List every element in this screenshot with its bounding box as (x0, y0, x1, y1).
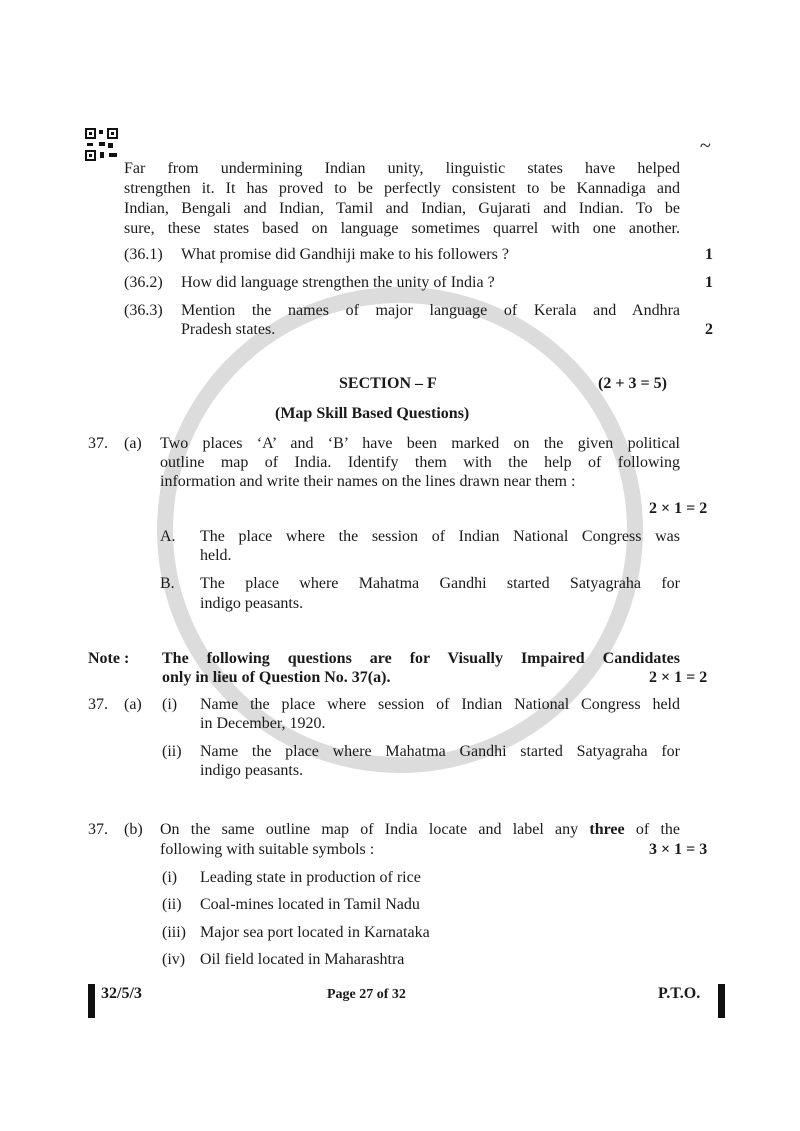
note-marks: 2 × 1 = 2 (649, 669, 708, 686)
question-text: Mention the names of major language of Kerala and Andhra (181, 302, 680, 319)
item-text: indigo peasants. (200, 762, 304, 779)
question-text: Pradesh states. (181, 321, 276, 338)
question-text: following with suitable symbols : (160, 841, 375, 858)
note-label: Note : (88, 650, 130, 667)
section-marks: (2 + 3 = 5) (598, 375, 667, 392)
item-text: The place where the session of Indian National Congress was (200, 528, 680, 545)
pto-label: P.T.O. (658, 985, 701, 1002)
question-text: outline map of India. Identify them with the help of following (160, 454, 680, 471)
item-text: indigo peasants. (200, 595, 304, 612)
question-text-pre: On the same outline map of India locate and label any (160, 821, 590, 838)
page-mark: ~ (700, 135, 711, 157)
item-text: Major sea port located in Karnataka (200, 924, 430, 941)
passage-line: sure, these states based on language sometimes quarrel with one another. (124, 220, 680, 237)
item-text: Oil field located in Maharashtra (200, 951, 405, 968)
item-label: (iii) (162, 924, 186, 941)
question-number: 37. (88, 821, 108, 838)
item-text: The place where Mahatma Gandhi started Satyagraha for (200, 575, 680, 592)
item-text: Leading state in production of rice (200, 869, 421, 886)
item-label: (ii) (162, 743, 182, 760)
question-text: information and write their names on the lines drawn near them : (160, 473, 576, 490)
question-text: How did language strengthen the unity of India ? (181, 274, 495, 291)
question-marks: 1 (705, 274, 713, 291)
passage-line: Indian, Bengali and Indian, Tamil and Indian, Gujarati and Indian. To be (124, 200, 680, 217)
item-label: (ii) (162, 896, 182, 913)
passage-line: Far from undermining Indian unity, linguistic states have helped (124, 160, 680, 177)
question-part: (a) (124, 696, 142, 713)
question-number: (36.1) (124, 246, 163, 263)
item-text: Name the place where session of Indian National Congress held (200, 696, 680, 713)
question-number: (36.2) (124, 274, 163, 291)
question-number: (36.3) (124, 302, 163, 319)
question-text: What promise did Gandhiji make to his followers ? (181, 246, 509, 263)
section-title: SECTION – F (339, 375, 437, 392)
question-part: (a) (124, 435, 142, 452)
question-number: 37. (88, 696, 108, 713)
note-text: The following questions are for Visually Impaired Candidates (162, 650, 680, 667)
paper-code: 32/5/3 (101, 985, 142, 1002)
item-label: B. (160, 575, 175, 592)
question-part: (b) (124, 821, 143, 838)
item-text: in December, 1920. (200, 715, 326, 732)
item-text: held. (200, 547, 232, 564)
question-text-emphasis: three (589, 821, 625, 838)
item-text: Coal-mines located in Tamil Nadu (200, 896, 420, 913)
question-text (160, 821, 680, 839)
item-label: (i) (162, 696, 178, 713)
question-marks: 2 × 1 = 2 (649, 500, 708, 517)
qr-code-icon (85, 128, 119, 162)
note-text: only in lieu of Question No. 37(a). (162, 669, 391, 686)
item-label: A. (160, 528, 176, 545)
footer-right-bar (718, 984, 725, 1018)
section-subtitle: (Map Skill Based Questions) (275, 405, 470, 422)
item-text: Name the place where Mahatma Gandhi started Satyagraha for (200, 743, 680, 760)
footer-left-bar (88, 984, 95, 1018)
item-label: (iv) (162, 951, 186, 968)
question-text: Two places ‘A’ and ‘B’ have been marked on the given political (160, 435, 680, 452)
question-marks: 2 (705, 321, 713, 338)
question-marks: 1 (705, 246, 713, 263)
item-label: (i) (162, 869, 178, 886)
passage-line: strengthen it. It has proved to be perfectly consistent to be Kannadiga and (124, 180, 680, 197)
question-text-post: of the (624, 821, 681, 838)
question-number: 37. (88, 435, 108, 452)
question-marks: 3 × 1 = 3 (649, 841, 708, 858)
page-number: Page 27 of 32 (327, 987, 406, 1002)
